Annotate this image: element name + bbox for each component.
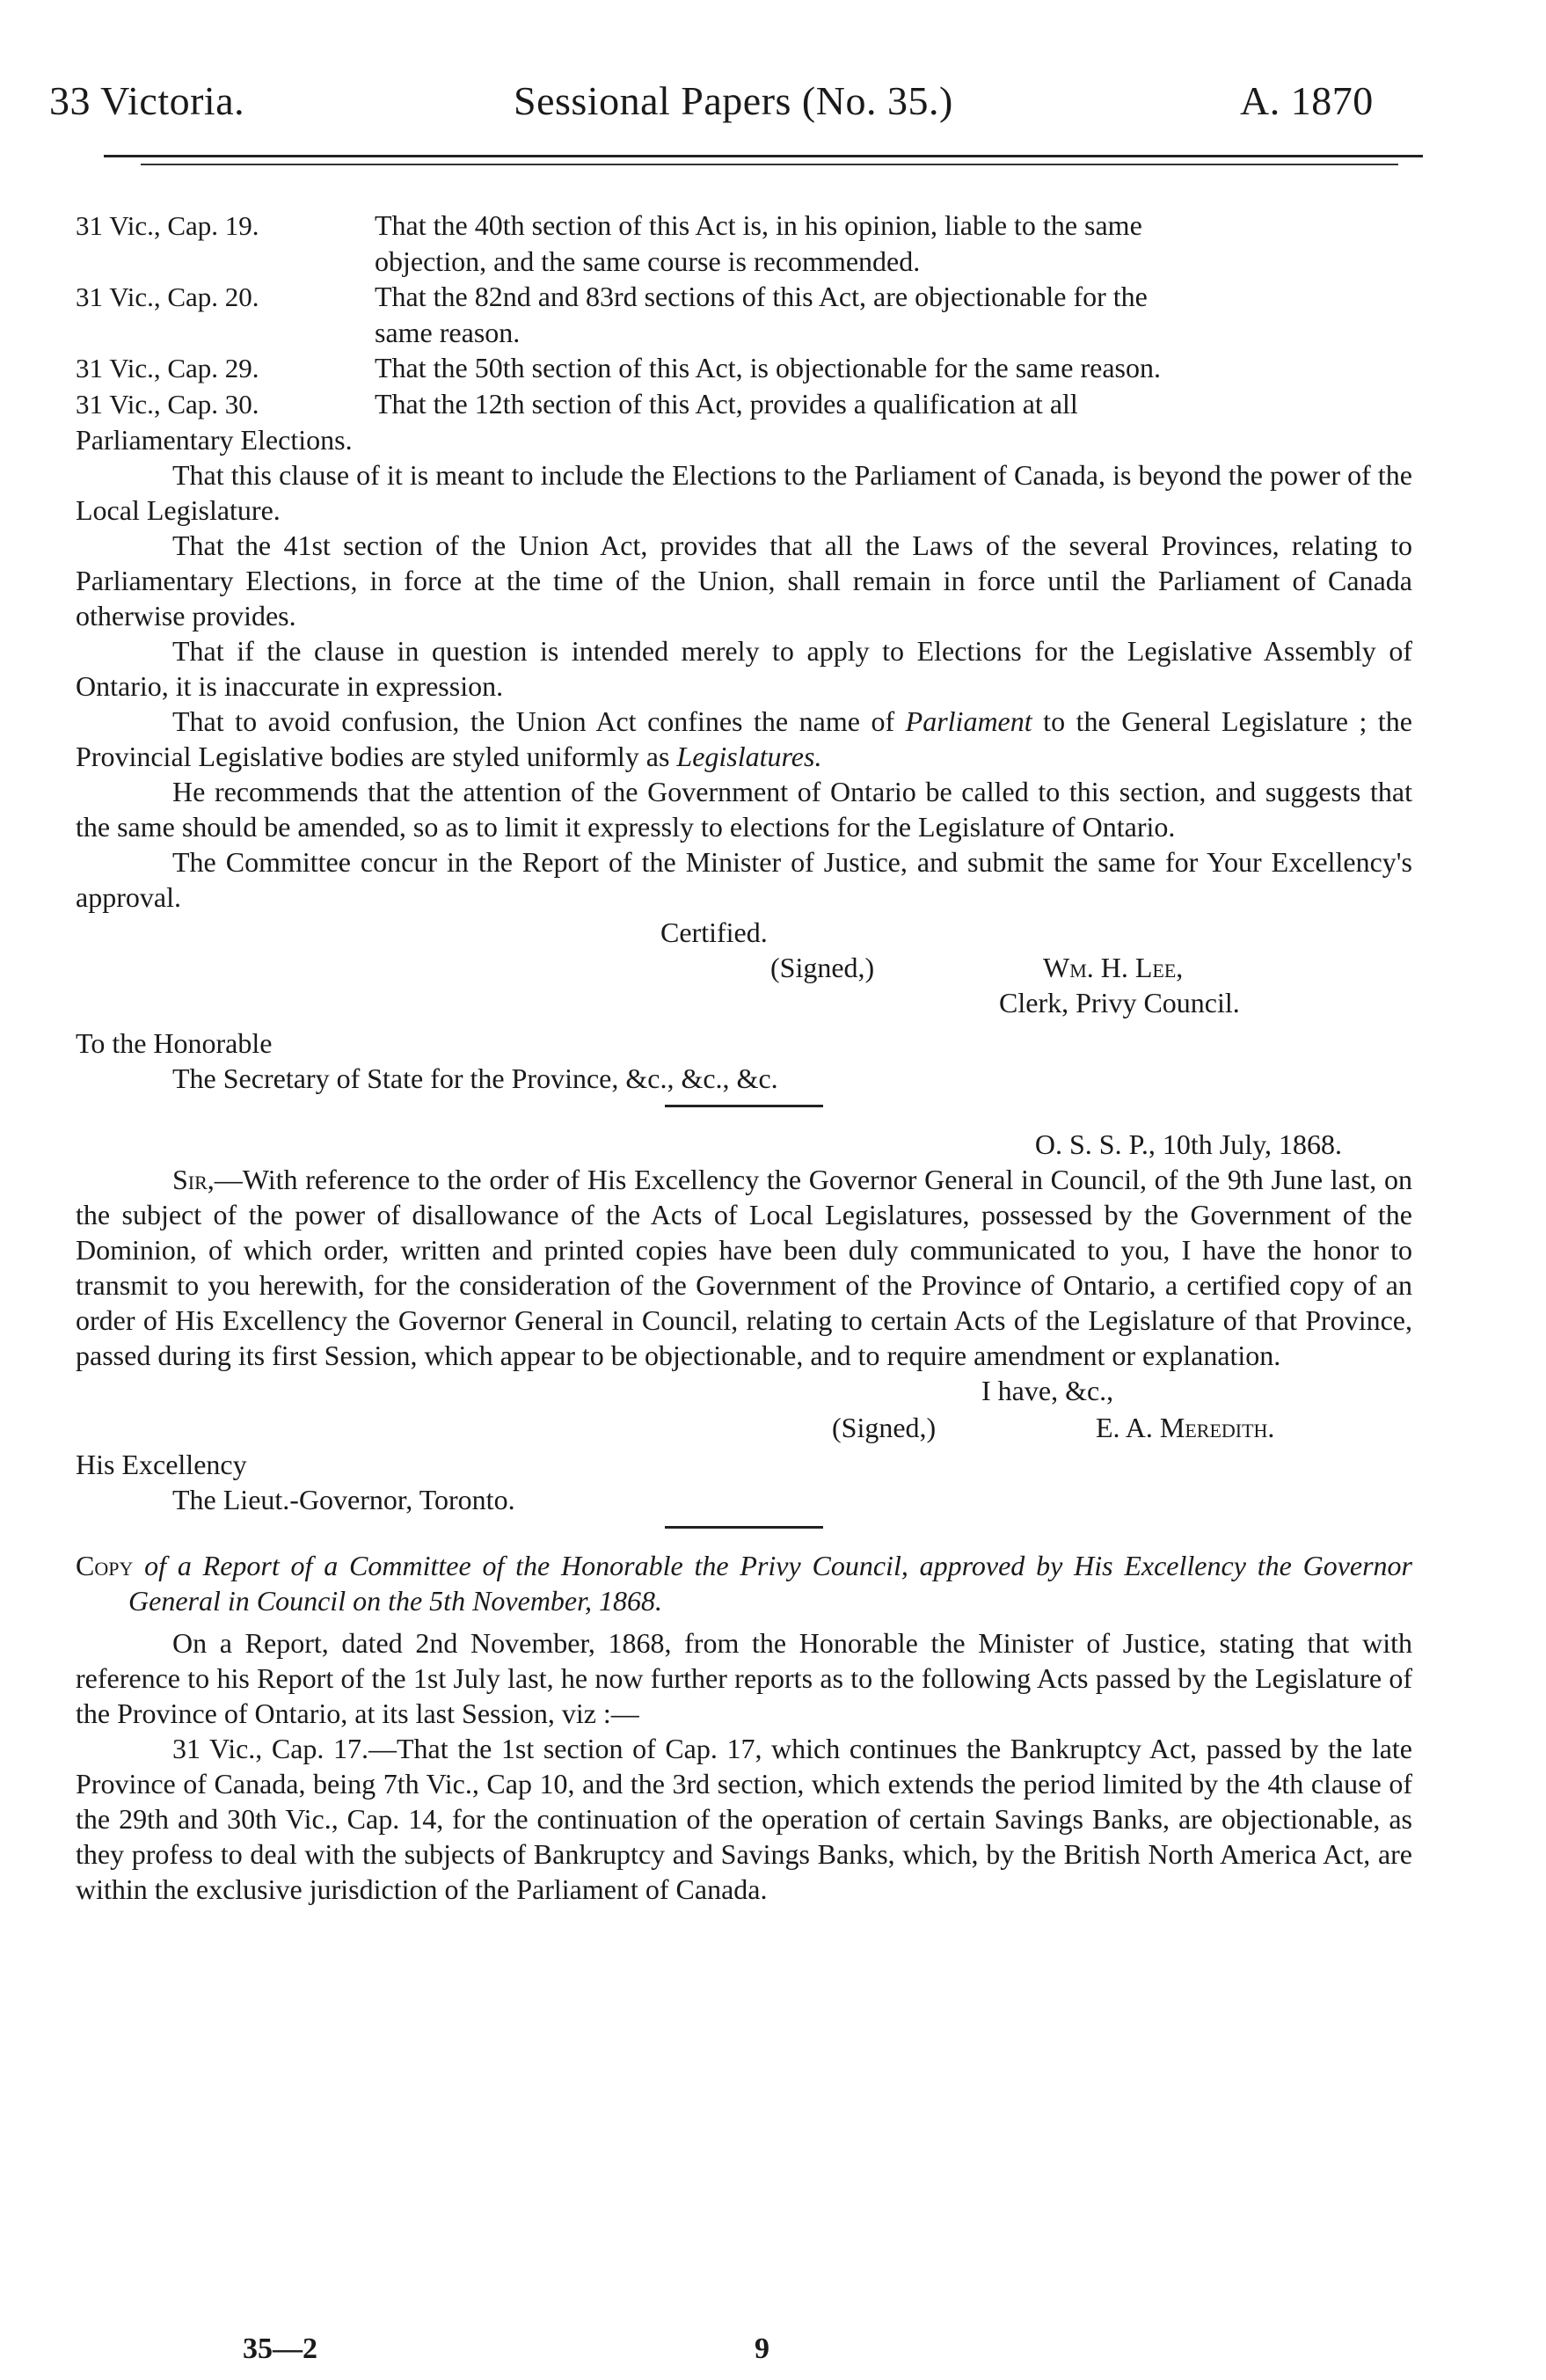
header-center: Sessional Papers (No. 35.): [514, 78, 953, 123]
act-ref: 31 Vic., Cap. 30.: [76, 389, 259, 420]
report-title: [76, 1548, 1412, 1618]
paragraph: On a Report, dated 2nd November, 1868, from the Honorable the Minister of Justice, stating that with reference to his Report of the 1st July last, he now further reports as to the following Acts passed by the Legislature of the Province of Ontario, at its last Session, viz :—: [76, 1627, 1412, 1729]
paragraph: The Committee concur in the Report of the Minister of Justice, and submit the same for Your Excellency's approval.: [76, 846, 1412, 913]
act-note: That the 12th section of this Act, provides a qualification at all: [375, 388, 1078, 420]
addressee: The Lieut.-Governor, Toronto.: [172, 1484, 515, 1515]
header-rule: [104, 155, 1423, 157]
signer-name: E. A. Meredith.: [1096, 1412, 1275, 1443]
act-note-continuation: Parliamentary Elections.: [76, 424, 353, 456]
header-right: A. 1870: [1240, 78, 1374, 123]
section-divider: [665, 1526, 823, 1529]
page-number: 9: [755, 2333, 769, 2365]
text-run: That to avoid confusion, the Union Act confines the name of: [172, 705, 895, 737]
text-run: to the General Legislature ; the Provincial Legislative bodies are styled uniformly as: [76, 705, 1412, 772]
paragraph-confusion: [76, 704, 1412, 774]
salutation: Sir,: [172, 1164, 215, 1195]
header-rule-thin: [141, 164, 1398, 165]
act-note: That the 40th section of this Act is, in his opinion, liable to the same: [375, 209, 1142, 241]
signed-label: (Signed,): [770, 952, 875, 983]
letter-text: —With reference to the order of His Excellency the Governor General in Council, of the 9th June last, on the subject of the power of disallowance of the Acts of Local Legislatures, possessed by the Government of the Dominion, of which order, written and printed copies have been duly communicated to you, I have the honor to transmit to you herewith, for the consideration of the Government of the Province of Ontario, a certified copy of an order of His Excellency the Governor General in Council, relating to certain Acts of the Legislature of that Province, passed during its first Session, which appear to be objectionable, and to require amendment or explanation.: [76, 1164, 1412, 1371]
signer-name: Wm. H. Lee,: [1043, 952, 1184, 983]
paragraph: That this clause of it is meant to include the Elections to the Parliament of Canada, is beyond the power of the Local Legislature.: [76, 459, 1412, 526]
report-lead: Copy: [76, 1550, 134, 1581]
act-note: That the 50th section of this Act, is objectionable for the same reason.: [375, 352, 1161, 383]
paragraph: That if the clause in question is intended merely to apply to Elections for the Legislative Assembly of Ontario, it is inaccurate in expression.: [76, 635, 1412, 702]
dateline: O. S. S. P., 10th July, 1868.: [1034, 1128, 1342, 1160]
section-divider: [665, 1105, 823, 1107]
italic-term: Legislatures.: [676, 741, 822, 772]
act-ref: 31 Vic., Cap. 20.: [76, 281, 259, 312]
paragraph: That the 41st section of the Union Act, provides that all the Laws of the several Provinces, relating to Parliamentary Elections, in force at the time of the Union, shall remain in force until the Parliament of Canada otherwise provides.: [76, 529, 1412, 632]
closing: I have, &c.,: [981, 1375, 1114, 1406]
act-ref: 31 Vic., Cap. 29.: [76, 353, 259, 383]
paragraph: 31 Vic., Cap. 17.—That the 1st section of Cap. 17, which continues the Bankruptcy Act, passed by the late Province of Canada, being 7th Vic., Cap 10, and the 3rd section, which extends the period limited by the 4th clause of the 29th and 30th Vic., Cap. 14, for the continuation of the operation of certain Savings Banks, are objectionable, as they profess to deal with the subjects of Bankruptcy and Savings Banks, which, by the British North America Act, are within the exclusive jurisdiction of the Parliament of Canada.: [76, 1733, 1412, 1905]
act-note: objection, and the same course is recommended.: [375, 245, 921, 277]
paragraph: He recommends that the attention of the Government of Ontario be called to this section, and suggests that the same should be amended, so as to limit it expressly to elections for the Legislature of Ontario.: [76, 776, 1412, 843]
address-to: To the Honorable: [76, 1027, 273, 1059]
report-title-text: of a Report of a Committee of the Honorable the Privy Council, approved by His Excellency the Governor General in Council on the 5th November, 1868.: [128, 1550, 1413, 1617]
addressee: The Secretary of State for the Province, &c., &c., &c.: [172, 1062, 778, 1094]
address-to: His Excellency: [76, 1449, 247, 1480]
act-note: That the 82nd and 83rd sections of this Act, are objectionable for the: [375, 281, 1148, 312]
act-ref: 31 Vic., Cap. 19.: [76, 210, 259, 241]
italic-term: Parliament: [905, 705, 1032, 737]
signed-label: (Signed,): [832, 1412, 937, 1443]
signer-title: Clerk, Privy Council.: [999, 987, 1240, 1018]
act-list: [76, 208, 1412, 457]
act-note: same reason.: [375, 317, 521, 348]
letter-body: [76, 1162, 1412, 1373]
header-left: 33 Victoria.: [49, 78, 245, 123]
body-text: [76, 208, 1412, 1907]
letter-signature: [76, 1373, 1412, 1447]
certification-block: [76, 915, 1412, 1026]
footer-ref: 35—2: [243, 2333, 317, 2365]
certified-label: Certified.: [660, 916, 768, 948]
